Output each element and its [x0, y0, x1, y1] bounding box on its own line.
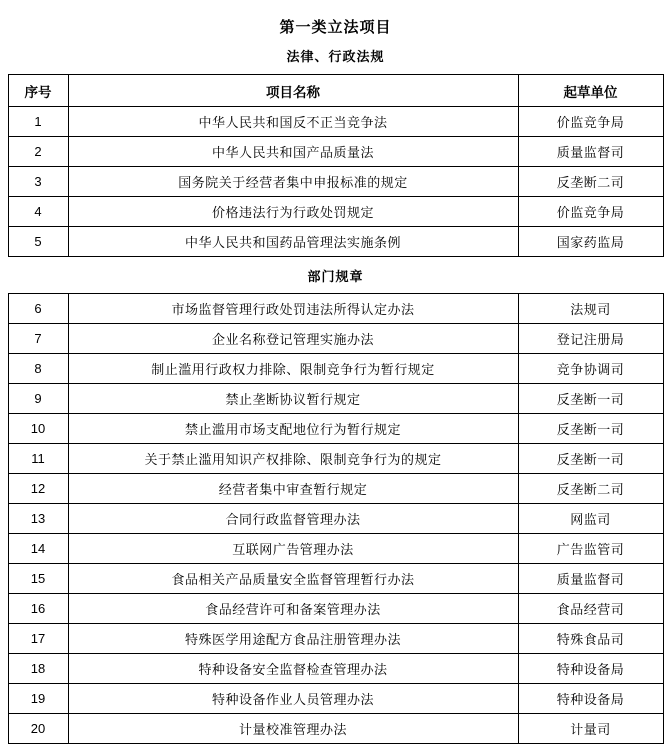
- cell-no: 16: [8, 594, 68, 624]
- table-row: [8, 384, 663, 414]
- cell-drafting-unit: 登记注册局: [518, 324, 663, 354]
- cell-no: 20: [8, 714, 68, 744]
- cell-drafting-unit: 竞争协调司: [518, 354, 663, 384]
- cell-no: 2: [8, 137, 68, 167]
- cell-drafting-unit: 价监竞争局: [518, 107, 663, 137]
- table-row: [8, 714, 663, 744]
- document-page: [0, 18, 671, 755]
- table-row: [8, 594, 663, 624]
- cell-drafting-unit: 反垄断一司: [518, 444, 663, 474]
- cell-project-name: 食品相关产品质量安全监督管理暂行办法: [68, 564, 518, 594]
- cell-project-name: 中华人民共和国产品质量法: [68, 137, 518, 167]
- cell-no: 15: [8, 564, 68, 594]
- table-row: [8, 227, 663, 257]
- page-title: 第一类立法项目: [279, 19, 392, 36]
- table-row: [8, 624, 663, 654]
- table-row: [8, 107, 663, 137]
- cell-project-name: 制止滥用行政权力排除、限制竞争行为暂行规定: [68, 354, 518, 384]
- cell-drafting-unit: 国家药监局: [518, 227, 663, 257]
- cell-no: 3: [8, 167, 68, 197]
- cell-no: 1: [8, 107, 68, 137]
- cell-drafting-unit: 质量监督司: [518, 564, 663, 594]
- table-row: [8, 137, 663, 167]
- cell-project-name: 中华人民共和国药品管理法实施条例: [68, 227, 518, 257]
- cell-no: 14: [8, 534, 68, 564]
- cell-project-name: 互联网广告管理办法: [68, 534, 518, 564]
- cell-project-name: 特种设备作业人员管理办法: [68, 684, 518, 714]
- table-row: [8, 444, 663, 474]
- cell-no: 7: [8, 324, 68, 354]
- section-heading-laws: 法律、行政法规: [286, 49, 385, 64]
- cell-drafting-unit: 反垄断二司: [518, 474, 663, 504]
- cell-drafting-unit: 质量监督司: [518, 137, 663, 167]
- cell-no: 9: [8, 384, 68, 414]
- cell-drafting-unit: 法规司: [518, 294, 663, 324]
- cell-project-name: 计量校准管理办法: [68, 714, 518, 744]
- table-row: [8, 684, 663, 714]
- cell-no: 5: [8, 227, 68, 257]
- cell-project-name: 食品经营许可和备案管理办法: [68, 594, 518, 624]
- table-row: [8, 654, 663, 684]
- regulations-table: [8, 293, 664, 744]
- column-header-no: 序号: [8, 75, 68, 107]
- table-header-row: [8, 75, 663, 107]
- cell-project-name: 经营者集中审查暂行规定: [68, 474, 518, 504]
- table-row: [8, 564, 663, 594]
- table-row: [8, 294, 663, 324]
- cell-project-name: 合同行政监督管理办法: [68, 504, 518, 534]
- cell-drafting-unit: 反垄断一司: [518, 414, 663, 444]
- cell-no: 18: [8, 654, 68, 684]
- cell-drafting-unit: 特种设备局: [518, 684, 663, 714]
- cell-no: 12: [8, 474, 68, 504]
- cell-no: 8: [8, 354, 68, 384]
- cell-project-name: 市场监督管理行政处罚违法所得认定办法: [68, 294, 518, 324]
- cell-project-name: 中华人民共和国反不正当竞争法: [68, 107, 518, 137]
- table-row: [8, 167, 663, 197]
- cell-no: 17: [8, 624, 68, 654]
- cell-project-name: 企业名称登记管理实施办法: [68, 324, 518, 354]
- cell-drafting-unit: 计量司: [518, 714, 663, 744]
- cell-project-name: 特种设备安全监督检查管理办法: [68, 654, 518, 684]
- table-row: [8, 474, 663, 504]
- cell-no: 11: [8, 444, 68, 474]
- cell-project-name: 特殊医学用途配方食品注册管理办法: [68, 624, 518, 654]
- cell-drafting-unit: 食品经营司: [518, 594, 663, 624]
- cell-no: 13: [8, 504, 68, 534]
- table-row: [8, 197, 663, 227]
- cell-project-name: 禁止垄断协议暂行规定: [68, 384, 518, 414]
- cell-no: 4: [8, 197, 68, 227]
- cell-drafting-unit: 反垄断一司: [518, 384, 663, 414]
- table-row: [8, 324, 663, 354]
- table-row: [8, 504, 663, 534]
- laws-table: [8, 74, 664, 257]
- cell-project-name: 国务院关于经营者集中申报标准的规定: [68, 167, 518, 197]
- cell-no: 6: [8, 294, 68, 324]
- table-row: [8, 414, 663, 444]
- cell-drafting-unit: 特殊食品司: [518, 624, 663, 654]
- column-header-name: 项目名称: [68, 75, 518, 107]
- cell-drafting-unit: 价监竞争局: [518, 197, 663, 227]
- cell-drafting-unit: 广告监管司: [518, 534, 663, 564]
- cell-drafting-unit: 网监司: [518, 504, 663, 534]
- table-row: [8, 534, 663, 564]
- cell-drafting-unit: 特种设备局: [518, 654, 663, 684]
- cell-drafting-unit: 反垄断二司: [518, 167, 663, 197]
- table-row: [8, 354, 663, 384]
- section-heading-regulations: 部门规章: [307, 269, 364, 284]
- cell-no: 19: [8, 684, 68, 714]
- cell-project-name: 关于禁止滥用知识产权排除、限制竞争行为的规定: [68, 444, 518, 474]
- cell-project-name: 价格违法行为行政处罚规定: [68, 197, 518, 227]
- cell-no: 10: [8, 414, 68, 444]
- column-header-unit: 起草单位: [518, 75, 663, 107]
- cell-project-name: 禁止滥用市场支配地位行为暂行规定: [68, 414, 518, 444]
